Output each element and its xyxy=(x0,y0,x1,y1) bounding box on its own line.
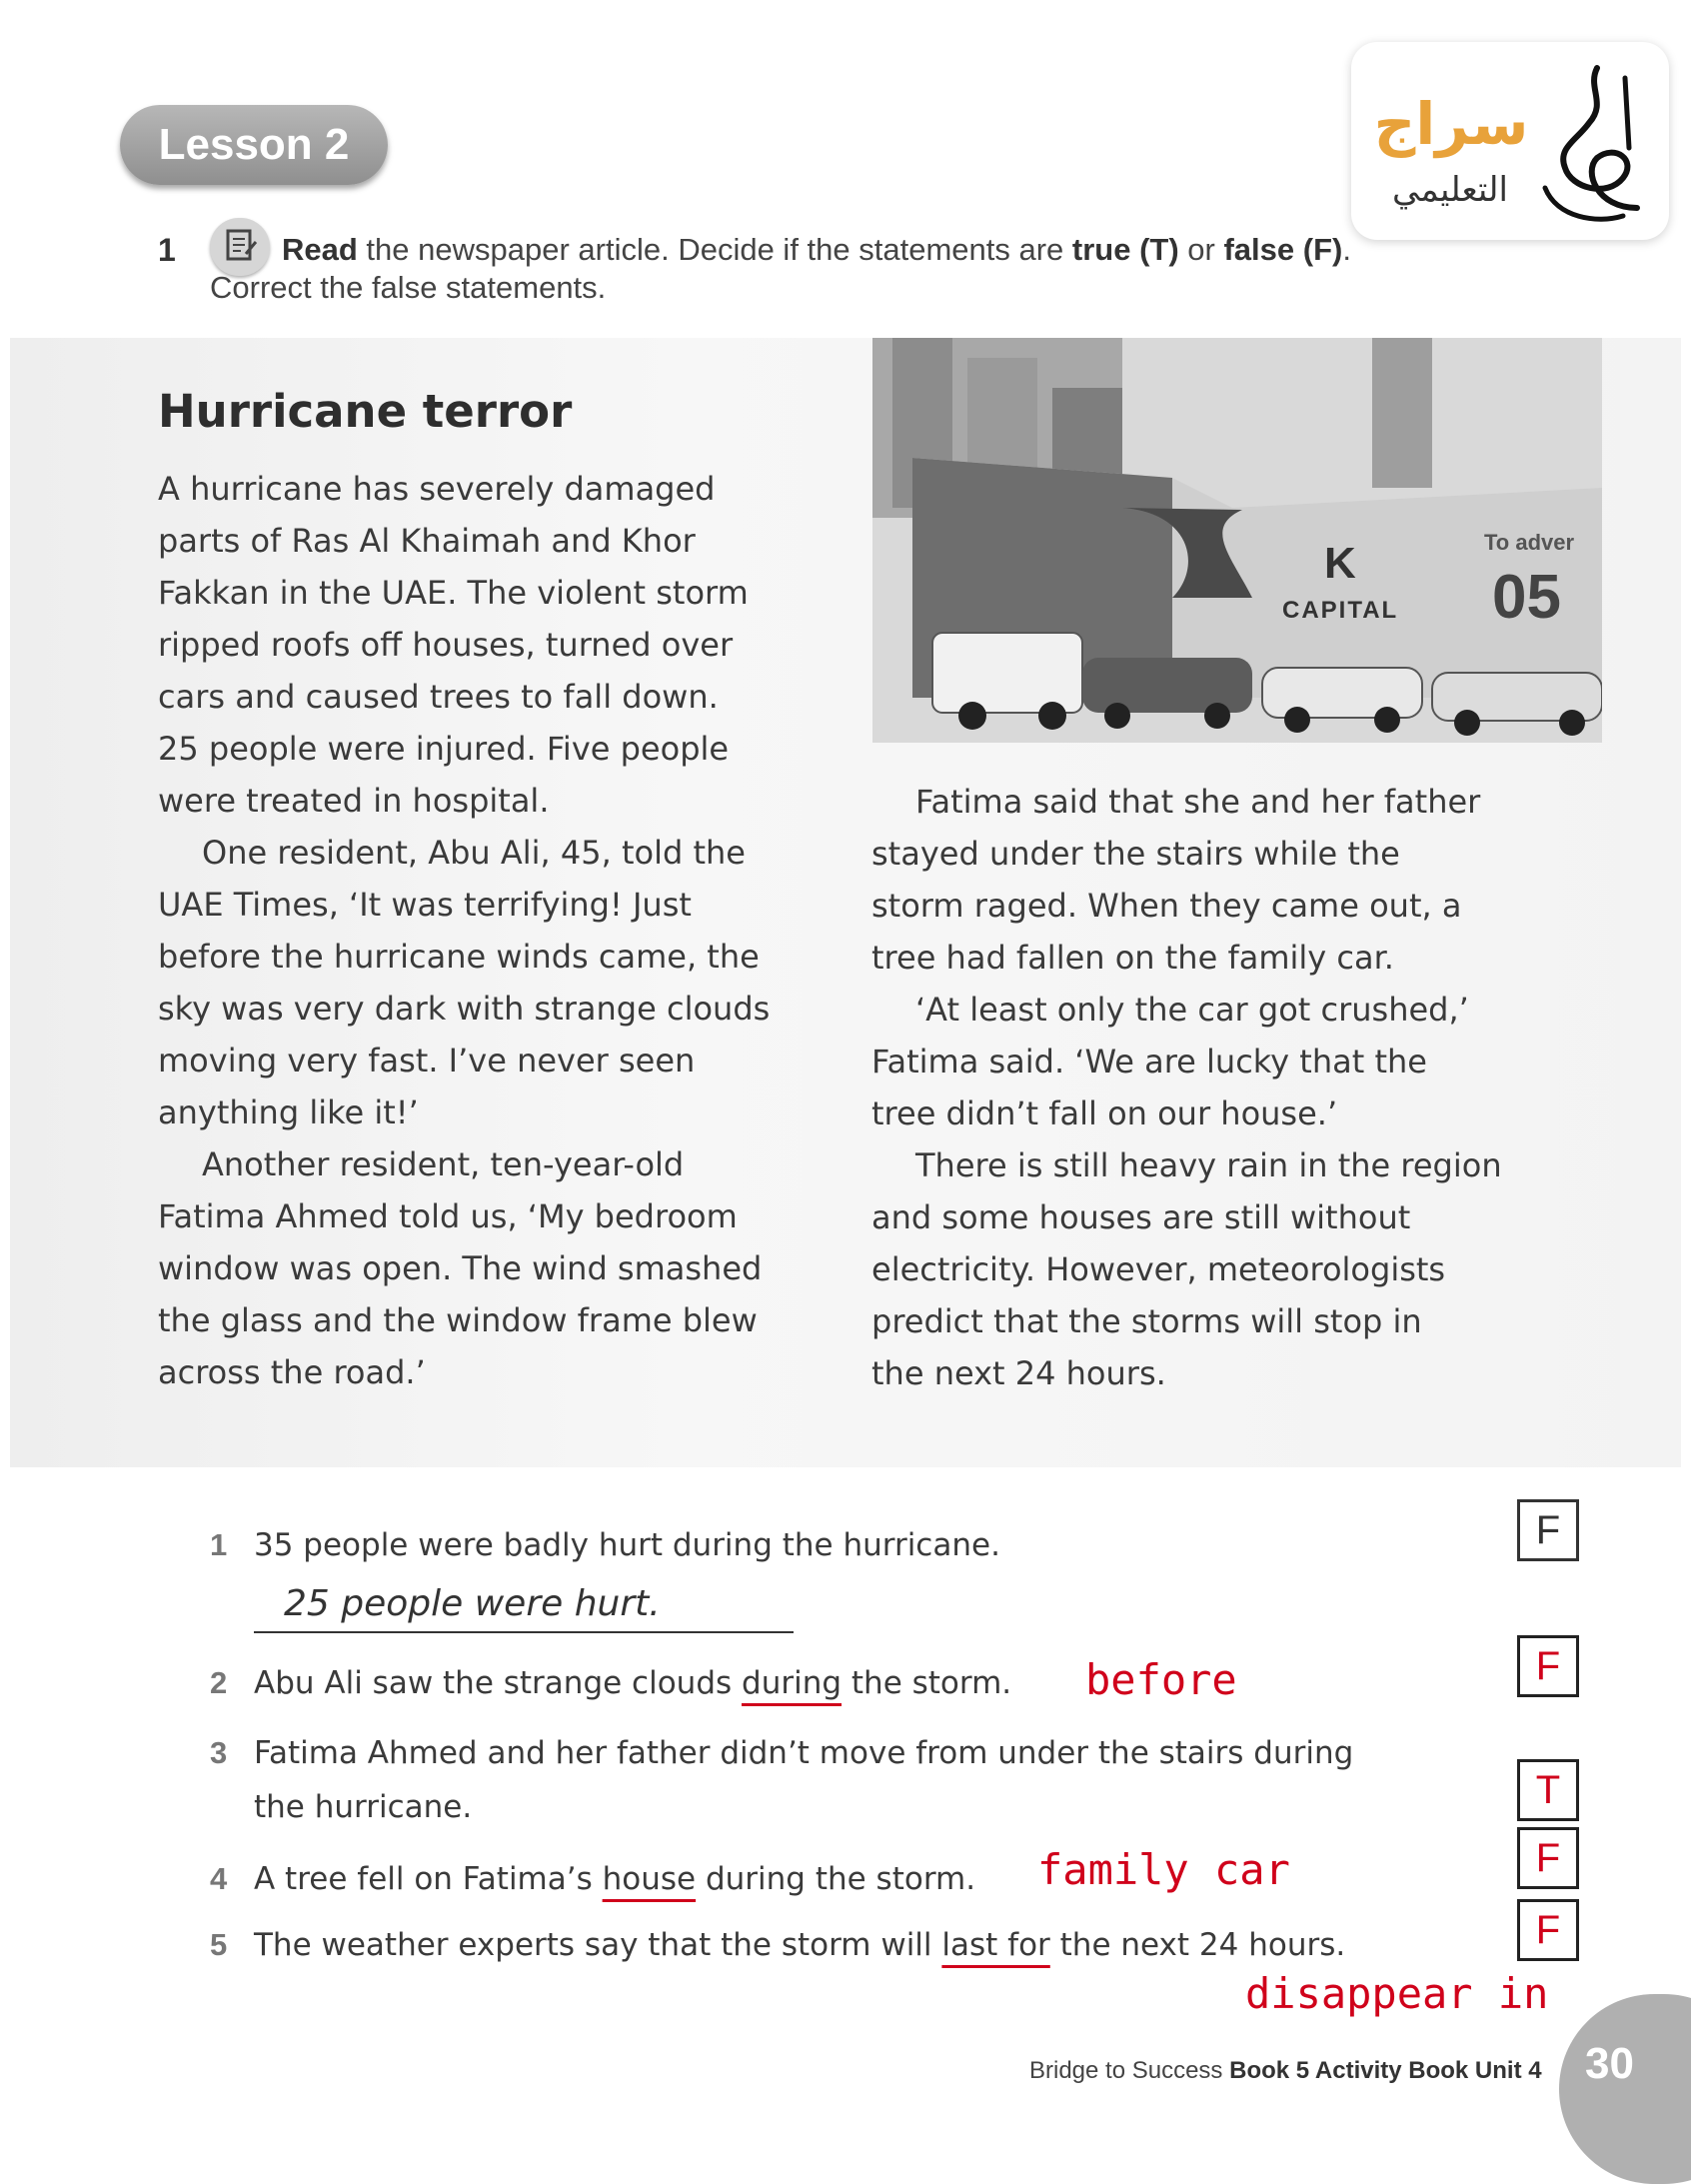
article-line: window was open. The wind smashed xyxy=(158,1249,763,1287)
article-line: Another resident, ten-year-old xyxy=(202,1145,685,1183)
article-line: There is still heavy rain in the region xyxy=(915,1146,1502,1184)
article-line: electricity. However, meteorologists xyxy=(871,1250,1446,1288)
article-line: before the hurricane winds came, the xyxy=(158,938,760,976)
question-text-after: the storm. xyxy=(842,1665,1012,1701)
instr-text-3: . xyxy=(1342,232,1351,267)
article-line: the next 24 hours. xyxy=(871,1354,1166,1392)
logo-text-sub: التعليمي xyxy=(1392,170,1508,210)
question-number: 3 xyxy=(210,1735,228,1770)
lesson-label: Lesson 2 xyxy=(158,120,350,169)
article-line: anything like it!’ xyxy=(158,1093,419,1131)
instr-text-2: or xyxy=(1178,232,1224,267)
article-line: ripped roofs off houses, turned over xyxy=(158,626,734,664)
article-line: cars and caused trees to fall down. xyxy=(158,678,719,716)
underlined-word: house xyxy=(602,1861,697,1897)
question-number: 4 xyxy=(210,1861,228,1896)
underlined-word: last for xyxy=(941,1927,1050,1963)
question-text: Fatima Ahmed and her father didn’t move from under the stairs during xyxy=(254,1735,1354,1771)
question-text-before: Abu Ali saw the strange clouds xyxy=(254,1665,743,1701)
question-3-line-2: the hurricane. xyxy=(254,1789,473,1825)
question-text: 35 people were badly hurt during the hurricane. xyxy=(254,1527,1000,1563)
question-text-after: the next 24 hours. xyxy=(1049,1927,1346,1963)
question-number: 1 xyxy=(210,1527,228,1562)
instr-text-1: the newspaper article. Decide if the statements are xyxy=(357,232,1072,267)
article-left-column xyxy=(158,463,857,1398)
article-line: stayed under the stairs while the xyxy=(871,835,1400,873)
question-number: 5 xyxy=(210,1927,228,1962)
logo-text-main: سراج xyxy=(1373,90,1529,158)
article-line: the glass and the window frame blew xyxy=(158,1301,758,1339)
footer-text xyxy=(1029,2057,1542,2085)
correction-note-5: disappear in xyxy=(1245,1969,1549,2018)
question-text-after: during the storm. xyxy=(696,1861,976,1897)
article-line: moving very fast. I’ve never seen xyxy=(158,1042,696,1080)
billboard-small-text: To adver xyxy=(1484,530,1575,555)
article-photo xyxy=(872,338,1602,743)
lesson-badge xyxy=(120,105,388,185)
page-number: 30 xyxy=(1585,2039,1634,2088)
answer-box-5[interactable]: F xyxy=(1517,1899,1579,1961)
article-line: were treated in hospital. xyxy=(158,782,550,820)
calligraphy-logo-icon xyxy=(1527,48,1667,236)
footer-series: Bridge to Success xyxy=(1029,2057,1230,2084)
answer-box-2[interactable]: F xyxy=(1517,1635,1579,1697)
exercise-number: 1 xyxy=(158,232,176,268)
article-line: A hurricane has severely damaged xyxy=(158,470,716,508)
question-1-answer[interactable]: 25 people were hurt. xyxy=(254,1583,794,1633)
article-line: parts of Ras Al Khaimah and Khor xyxy=(158,522,696,560)
question-text xyxy=(254,1665,1011,1701)
reading-icon xyxy=(210,218,270,276)
answer-box-3[interactable]: T xyxy=(1517,1759,1579,1821)
question-text-before: A tree fell on Fatima’s xyxy=(254,1861,603,1897)
instr-bold-false: false (F) xyxy=(1223,232,1343,267)
billboard-k-logo: K xyxy=(1324,539,1356,588)
article-line: Fatima said. ‘We are lucky that the xyxy=(871,1043,1427,1081)
article-line: sky was very dark with strange clouds xyxy=(158,990,771,1028)
article-headline: Hurricane terror xyxy=(158,385,573,438)
article-line: tree didn’t fall on our house.’ xyxy=(871,1094,1338,1132)
article-line: across the road.’ xyxy=(158,1353,426,1391)
question-text xyxy=(254,1927,1345,1963)
answer-box-4[interactable]: F xyxy=(1517,1827,1579,1889)
page-badge xyxy=(1559,1994,1691,2184)
article-right-column xyxy=(871,776,1591,1399)
question-number: 2 xyxy=(210,1665,228,1700)
answer-box-1[interactable]: F xyxy=(1517,1499,1579,1561)
instr-bold-true: true (T) xyxy=(1071,232,1179,267)
article-line: 25 people were injured. Five people xyxy=(158,730,730,768)
instruction-line-1 xyxy=(282,228,1351,272)
article-line: ‘At least only the car got crushed,’ xyxy=(915,991,1469,1029)
article-line: Fatima said that she and her father xyxy=(915,783,1481,821)
article-line: Fatima Ahmed told us, ‘My bedroom xyxy=(158,1197,738,1235)
instruction-line-2: Correct the false statements. xyxy=(210,270,607,305)
article-line: tree had fallen on the family car. xyxy=(871,939,1394,977)
billboard-brand: CAPITAL xyxy=(1282,597,1399,624)
article-line: storm raged. When they came out, a xyxy=(871,887,1462,925)
article-line: and some houses are still without xyxy=(871,1198,1411,1236)
article-line: One resident, Abu Ali, 45, told the xyxy=(202,834,746,872)
underlined-word: during xyxy=(742,1665,843,1701)
correction-note-2: before xyxy=(1085,1655,1237,1704)
question-text-before: The weather experts say that the storm will xyxy=(254,1927,942,1963)
billboard-number: 05 xyxy=(1492,563,1561,632)
correction-note-4: family car xyxy=(1037,1845,1290,1894)
article-line: UAE Times, ‘It was terrifying! Just xyxy=(158,886,692,924)
article-line: predict that the storms will stop in xyxy=(871,1302,1422,1340)
instr-bold-read: Read xyxy=(282,232,358,267)
footer-book: Book 5 Activity Book Unit 4 xyxy=(1229,2057,1542,2084)
question-text xyxy=(254,1861,975,1897)
article-line: Fakkan in the UAE. The violent storm xyxy=(158,574,749,612)
